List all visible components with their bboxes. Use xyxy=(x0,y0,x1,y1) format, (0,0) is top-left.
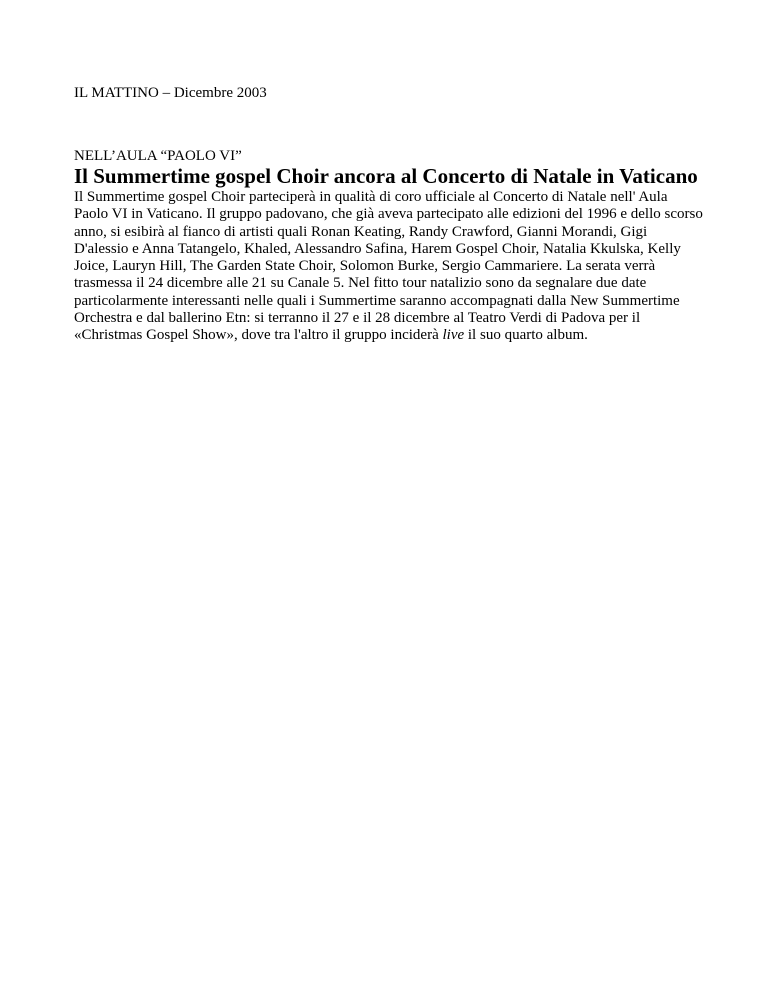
article-kicker: NELL’AULA “PAOLO VI” xyxy=(74,148,242,164)
article-body-italic: live xyxy=(442,327,465,344)
article-headline: Il Summertime gospel Choir ancora al Concerto di Natale in Vaticano xyxy=(74,164,698,188)
article-body-ending: il suo quarto album. xyxy=(464,327,588,344)
source-line: IL MATTINO – Dicembre 2003 xyxy=(74,85,267,101)
article-body-text: Il Summertime gospel Choir parteciperà in qualità di coro ufficiale al Concerto di Natale nell' Aula Paolo VI in Vaticano. Il gruppo padovano, che già aveva partecipato alle edizioni del 1996 e dello scorso anno, si esibirà al fianco di artisti quali Ronan Keating, Randy Crawford, Gianni Morandi, Gigi D'alessio e Anna Tatangelo, Khaled, Alessandro Safina, Harem Gospel Choir, Natalia Kkulska, Kelly Joice, Lauryn Hill, The Garden State Choir, Solomon Burke, Sergio Cammariere. La serata verrà trasmessa il 24 dicembre alle 21 su Canale 5. Nel fitto tour natalizio sono da segnalare due date particolarmente interessanti nelle quali i Summertime saranno accompagnati dalla New Summertime Orchestra e dal ballerino Etn: si terranno il 27 e il 28 dicembre al Teatro Verdi di Padova per il «Christmas Gospel Show», dove tra l'altro il gruppo inciderà xyxy=(74,189,703,344)
article-body xyxy=(74,189,704,345)
